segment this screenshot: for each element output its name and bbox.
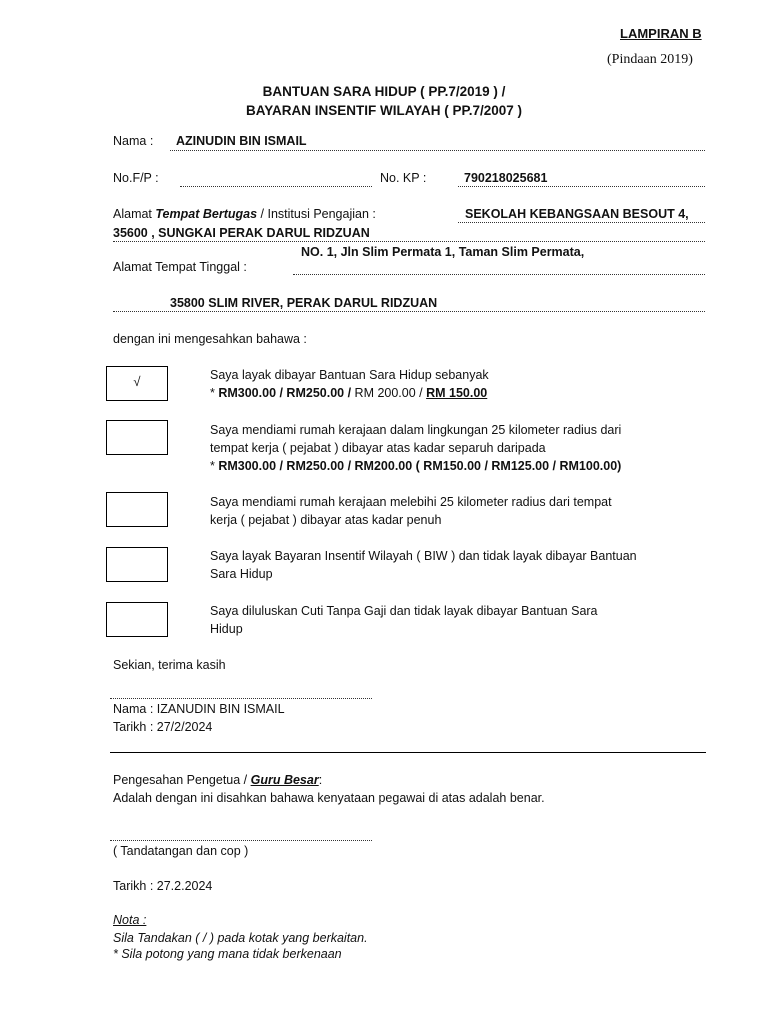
- option-3-checkbox[interactable]: [106, 492, 168, 527]
- option-3-text-line2: kerja ( pejabat ) dibayar atas kadar penuh: [210, 513, 442, 527]
- option-4-checkbox[interactable]: [106, 547, 168, 582]
- alamat-tinggal-dotted-line2: [113, 311, 705, 312]
- nota-line1: Sila Tandakan ( / ) pada kotak yang berkaitan.: [113, 931, 368, 945]
- option-4-text-line2: Sara Hidup: [210, 567, 273, 581]
- option-2-amounts: * RM300.00 / RM250.00 / RM200.00 ( RM150.00 / RM125.00 / RM100.00): [210, 459, 622, 473]
- alamat-tinggal-value-line1: NO. 1, Jln Slim Permata 1, Taman Slim Permata,: [301, 245, 585, 259]
- nama-label: Nama :: [113, 134, 154, 148]
- nota-title: Nota :: [113, 913, 147, 927]
- alamat-bertugas-label: Alamat Tempat Bertugas / Institusi Pengajian :: [113, 207, 376, 221]
- nama-value: AZINUDIN BIN ISMAIL: [176, 134, 307, 148]
- option-2-text-line1: Saya mendiami rumah kerajaan dalam lingkungan 25 kilometer radius dari: [210, 423, 622, 437]
- option-3-text-line1: Saya mendiami rumah kerajaan melebihi 25 kilometer radius dari tempat: [210, 495, 612, 509]
- signer-date: Tarikh : 27/2/2024: [113, 720, 213, 734]
- pindaan-label: (Pindaan 2019): [607, 52, 693, 67]
- option-1-amounts: * RM300.00 / RM250.00 / RM 200.00 / RM 150.00: [210, 386, 488, 400]
- nota-line2: * Sila potong yang mana tidak berkenaan: [113, 947, 342, 961]
- nokp-dotted-line: [458, 186, 705, 187]
- pengesahan-statement: Adalah dengan ini disahkan bahawa kenyataan pegawai di atas adalah benar.: [113, 791, 545, 805]
- signer-name: Nama : IZANUDIN BIN ISMAIL: [113, 702, 285, 716]
- cop-dotted-line: [110, 840, 372, 841]
- option-1-text-line1: Saya layak dibayar Bantuan Sara Hidup sebanyak: [210, 368, 489, 382]
- option-2-text-line2: tempat kerja ( pejabat ) dibayar atas kadar separuh daripada: [210, 441, 546, 455]
- alamat-tinggal-dotted-line1: [293, 274, 705, 275]
- nokp-value: 790218025681: [464, 171, 548, 185]
- alamat-bertugas-dotted-line1: [458, 222, 705, 223]
- option-5-checkbox[interactable]: [106, 602, 168, 637]
- nofp-dotted-line: [180, 186, 372, 187]
- alamat-bertugas-value-line2: 35600 , SUNGKAI PERAK DARUL RIDZUAN: [113, 226, 370, 240]
- nama-dotted-line: [170, 150, 705, 151]
- alamat-bertugas-dotted-line2: [113, 241, 705, 242]
- checkmark-icon: √: [133, 374, 141, 389]
- alamat-tinggal-label: Alamat Tempat Tinggal :: [113, 260, 247, 274]
- option-2-checkbox[interactable]: [106, 420, 168, 455]
- alamat-tinggal-value-line2: 35800 SLIM RIVER, PERAK DARUL RIDZUAN: [170, 296, 438, 310]
- section-divider: [110, 752, 706, 753]
- intro-text: dengan ini mengesahkan bahawa :: [113, 332, 307, 346]
- signature-caption: ( Tandatangan dan cop ): [113, 844, 249, 858]
- pengesahan-date: Tarikh : 27.2.2024: [113, 879, 213, 893]
- signature-dotted-line: [110, 698, 372, 699]
- nofp-label: No.F/P :: [113, 171, 159, 185]
- option-5-text-line1: Saya diluluskan Cuti Tanpa Gaji dan tidak layak dibayar Bantuan Sara: [210, 604, 598, 618]
- alamat-bertugas-value-line1: SEKOLAH KEBANGSAAN BESOUT 4,: [465, 207, 689, 221]
- option-5-text-line2: Hidup: [210, 622, 243, 636]
- nokp-label: No. KP :: [380, 171, 427, 185]
- lampiran-label: LAMPIRAN B: [620, 26, 702, 41]
- pengesahan-label: Pengesahan Pengetua / Guru Besar:: [113, 773, 323, 787]
- closing-sekian: Sekian, terima kasih: [113, 658, 226, 672]
- option-4-text-line1: Saya layak Bayaran Insentif Wilayah ( BIW ) dan tidak layak dibayar Bantuan: [210, 549, 637, 563]
- form-title-line1: BANTUAN SARA HIDUP ( PP.7/2019 ) /: [262, 84, 506, 99]
- form-title-line2: BAYARAN INSENTIF WILAYAH ( PP.7/2007 ): [245, 103, 523, 118]
